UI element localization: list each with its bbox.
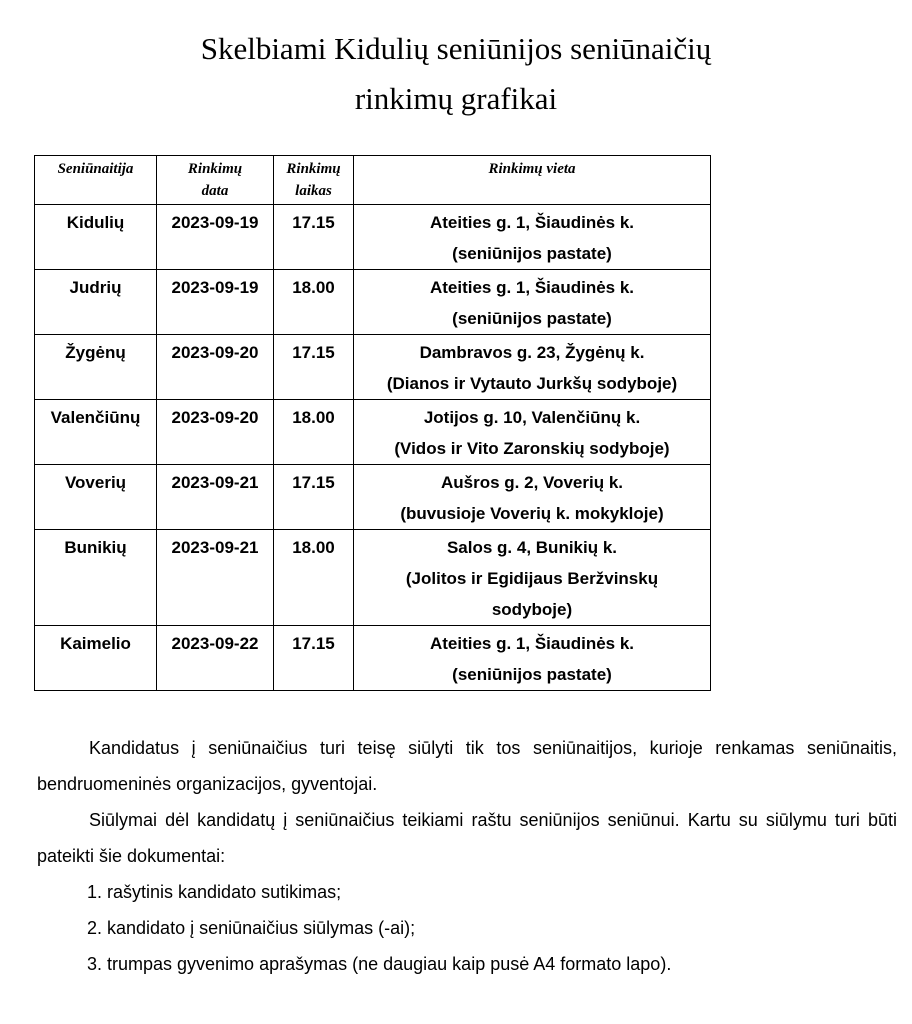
- list-item: 3. trumpas gyvenimo aprašymas (ne daugiau kaip pusė A4 formato lapo).: [87, 954, 672, 974]
- place-line: sodyboje): [491, 600, 573, 619]
- header-date: Rinkimų data: [157, 156, 274, 205]
- place-cell: [354, 626, 711, 691]
- date-cell: 2023-09-19: [157, 270, 274, 335]
- place-line: (seniūnijos pastate): [452, 244, 612, 263]
- place-line: Ateities g. 1, Šiaudinės k.: [429, 278, 635, 297]
- table-row: [35, 465, 711, 530]
- list-item: 1. rašytinis kandidato sutikimas;: [87, 882, 342, 902]
- header-district: Seniūnaitija: [35, 156, 157, 205]
- time-cell: 17.15: [274, 626, 354, 691]
- date-cell: 2023-09-21: [157, 530, 274, 626]
- place-line: (Jolitos ir Egidijaus Beržvinskų: [405, 569, 659, 588]
- table-row: [35, 530, 711, 626]
- place-cell: [354, 530, 711, 626]
- place-line: Dambravos g. 23, Žygėnų k.: [419, 343, 645, 362]
- documents-list: [37, 874, 897, 982]
- page-title: [0, 24, 912, 124]
- time-cell: 18.00: [274, 400, 354, 465]
- header-time: Rinkimų laikas: [274, 156, 354, 205]
- place-line: (seniūnijos pastate): [452, 309, 612, 328]
- table-body: [35, 205, 711, 691]
- paragraph-nomination: Kandidatus į seniūnaičius turi teisę siūlyti tik tos seniūnaitijos, kurioje renkamas seniūnaitis, bendruomeninės organizacijos, gyventojai.: [37, 738, 897, 794]
- place-line: Ateities g. 1, Šiaudinės k.: [429, 213, 635, 232]
- list-item: 2. kandidato į seniūnaičius siūlymas (-ai);: [87, 918, 416, 938]
- time-cell: 17.15: [274, 205, 354, 270]
- district-cell: Kidulių: [35, 205, 157, 270]
- district-cell: Žygėnų: [35, 335, 157, 400]
- date-cell: 2023-09-20: [157, 335, 274, 400]
- district-cell: Kaimelio: [35, 626, 157, 691]
- place-line: (seniūnijos pastate): [452, 665, 612, 684]
- place-cell: [354, 270, 711, 335]
- date-cell: 2023-09-21: [157, 465, 274, 530]
- district-cell: Judrių: [35, 270, 157, 335]
- table-row: [35, 335, 711, 400]
- place-cell: [354, 465, 711, 530]
- time-cell: 17.15: [274, 335, 354, 400]
- place-line: (buvusioje Voverių k. mokykloje): [400, 504, 664, 523]
- place-line: Salos g. 4, Bunikių k.: [446, 538, 618, 557]
- place-line: Aušros g. 2, Voverių k.: [440, 473, 624, 492]
- time-cell: 17.15: [274, 465, 354, 530]
- table-row: [35, 205, 711, 270]
- district-cell: Voverių: [35, 465, 157, 530]
- place-line: (Vidos ir Vito Zaronskių sodyboje): [394, 439, 670, 458]
- paragraph-documents: Siūlymai dėl kandidatų į seniūnaičius teikiami raštu seniūnijos seniūnui. Kartu su siūlymu turi būti pateikti šie dokumentai:: [37, 810, 897, 866]
- header-place: Rinkimų vieta: [354, 156, 711, 205]
- election-schedule-table: [34, 155, 711, 691]
- time-cell: 18.00: [274, 270, 354, 335]
- table-row: [35, 626, 711, 691]
- table-header-row: [35, 156, 711, 205]
- district-cell: Valenčiūnų: [35, 400, 157, 465]
- body-text: [37, 730, 897, 982]
- place-line: Ateities g. 1, Šiaudinės k.: [429, 634, 635, 653]
- place-cell: [354, 205, 711, 270]
- district-cell: Bunikių: [35, 530, 157, 626]
- table-row: [35, 400, 711, 465]
- place-line: Jotijos g. 10, Valenčiūnų k.: [423, 408, 641, 427]
- time-cell: 18.00: [274, 530, 354, 626]
- place-line: (Dianos ir Vytauto Jurkšų sodyboje): [386, 374, 678, 393]
- table-row: [35, 270, 711, 335]
- place-cell: [354, 335, 711, 400]
- title-line-2: rinkimų grafikai: [354, 81, 558, 116]
- date-cell: 2023-09-22: [157, 626, 274, 691]
- date-cell: 2023-09-19: [157, 205, 274, 270]
- place-cell: [354, 400, 711, 465]
- title-line-1: Skelbiami Kidulių seniūnijos seniūnaičių: [200, 31, 712, 66]
- date-cell: 2023-09-20: [157, 400, 274, 465]
